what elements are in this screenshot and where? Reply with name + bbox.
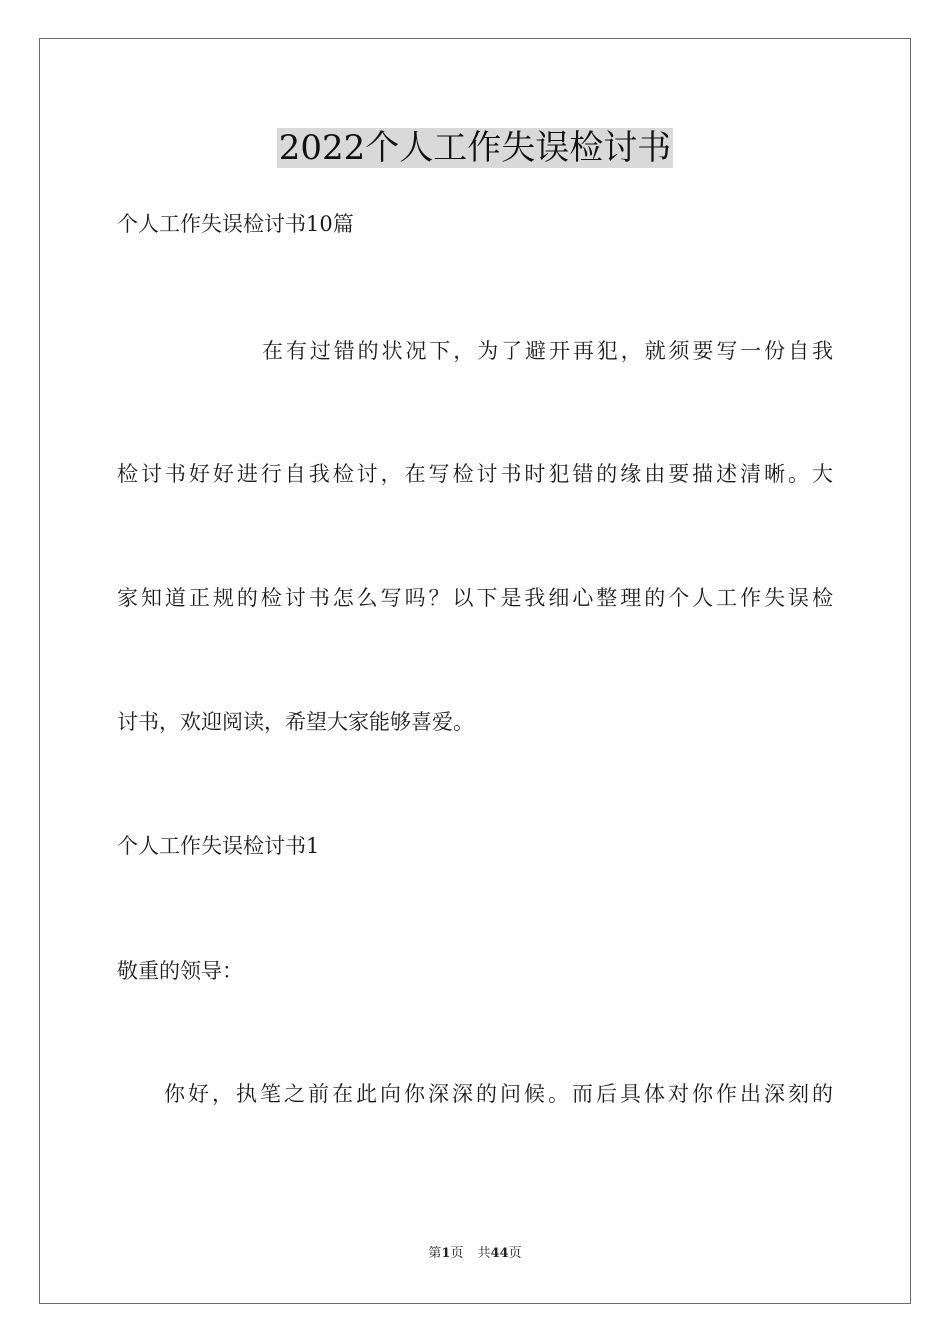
document-title: 2022个人工作失误检讨书 <box>278 128 672 168</box>
section-heading: 个人工作失误检讨书1 <box>117 834 320 858</box>
footer-total-prefix: 共 <box>477 1246 491 1261</box>
title-container <box>0 128 950 168</box>
body-line-1: 你好，执笔之前在此向你深深的问候。而后具体对你作出深刻的 <box>164 1082 833 1106</box>
footer-total-suffix: 页 <box>508 1246 522 1261</box>
footer-page-suffix: 页 <box>450 1246 464 1261</box>
intro-line-2: 检讨书好好进行自我检讨，在写检讨书时犯错的缘由要描述清晰。大 <box>117 462 833 486</box>
intro-line-1: 在有过错的状况下，为了避开再犯，就须要写一份自我 <box>262 339 833 363</box>
footer-page-number: 1 <box>441 1246 451 1261</box>
intro-line-3: 家知道正规的检讨书怎么写吗？以下是我细心整理的个人工作失误检 <box>117 586 833 610</box>
page-footer <box>0 1245 950 1263</box>
footer-total-pages: 44 <box>490 1246 509 1261</box>
salutation: 敬重的领导： <box>117 959 243 983</box>
document-subtitle: 个人工作失误检讨书10篇 <box>117 212 354 236</box>
footer-page-prefix: 第 <box>428 1246 442 1261</box>
intro-line-4: 讨书，欢迎阅读，希望大家能够喜爱。 <box>117 710 474 734</box>
